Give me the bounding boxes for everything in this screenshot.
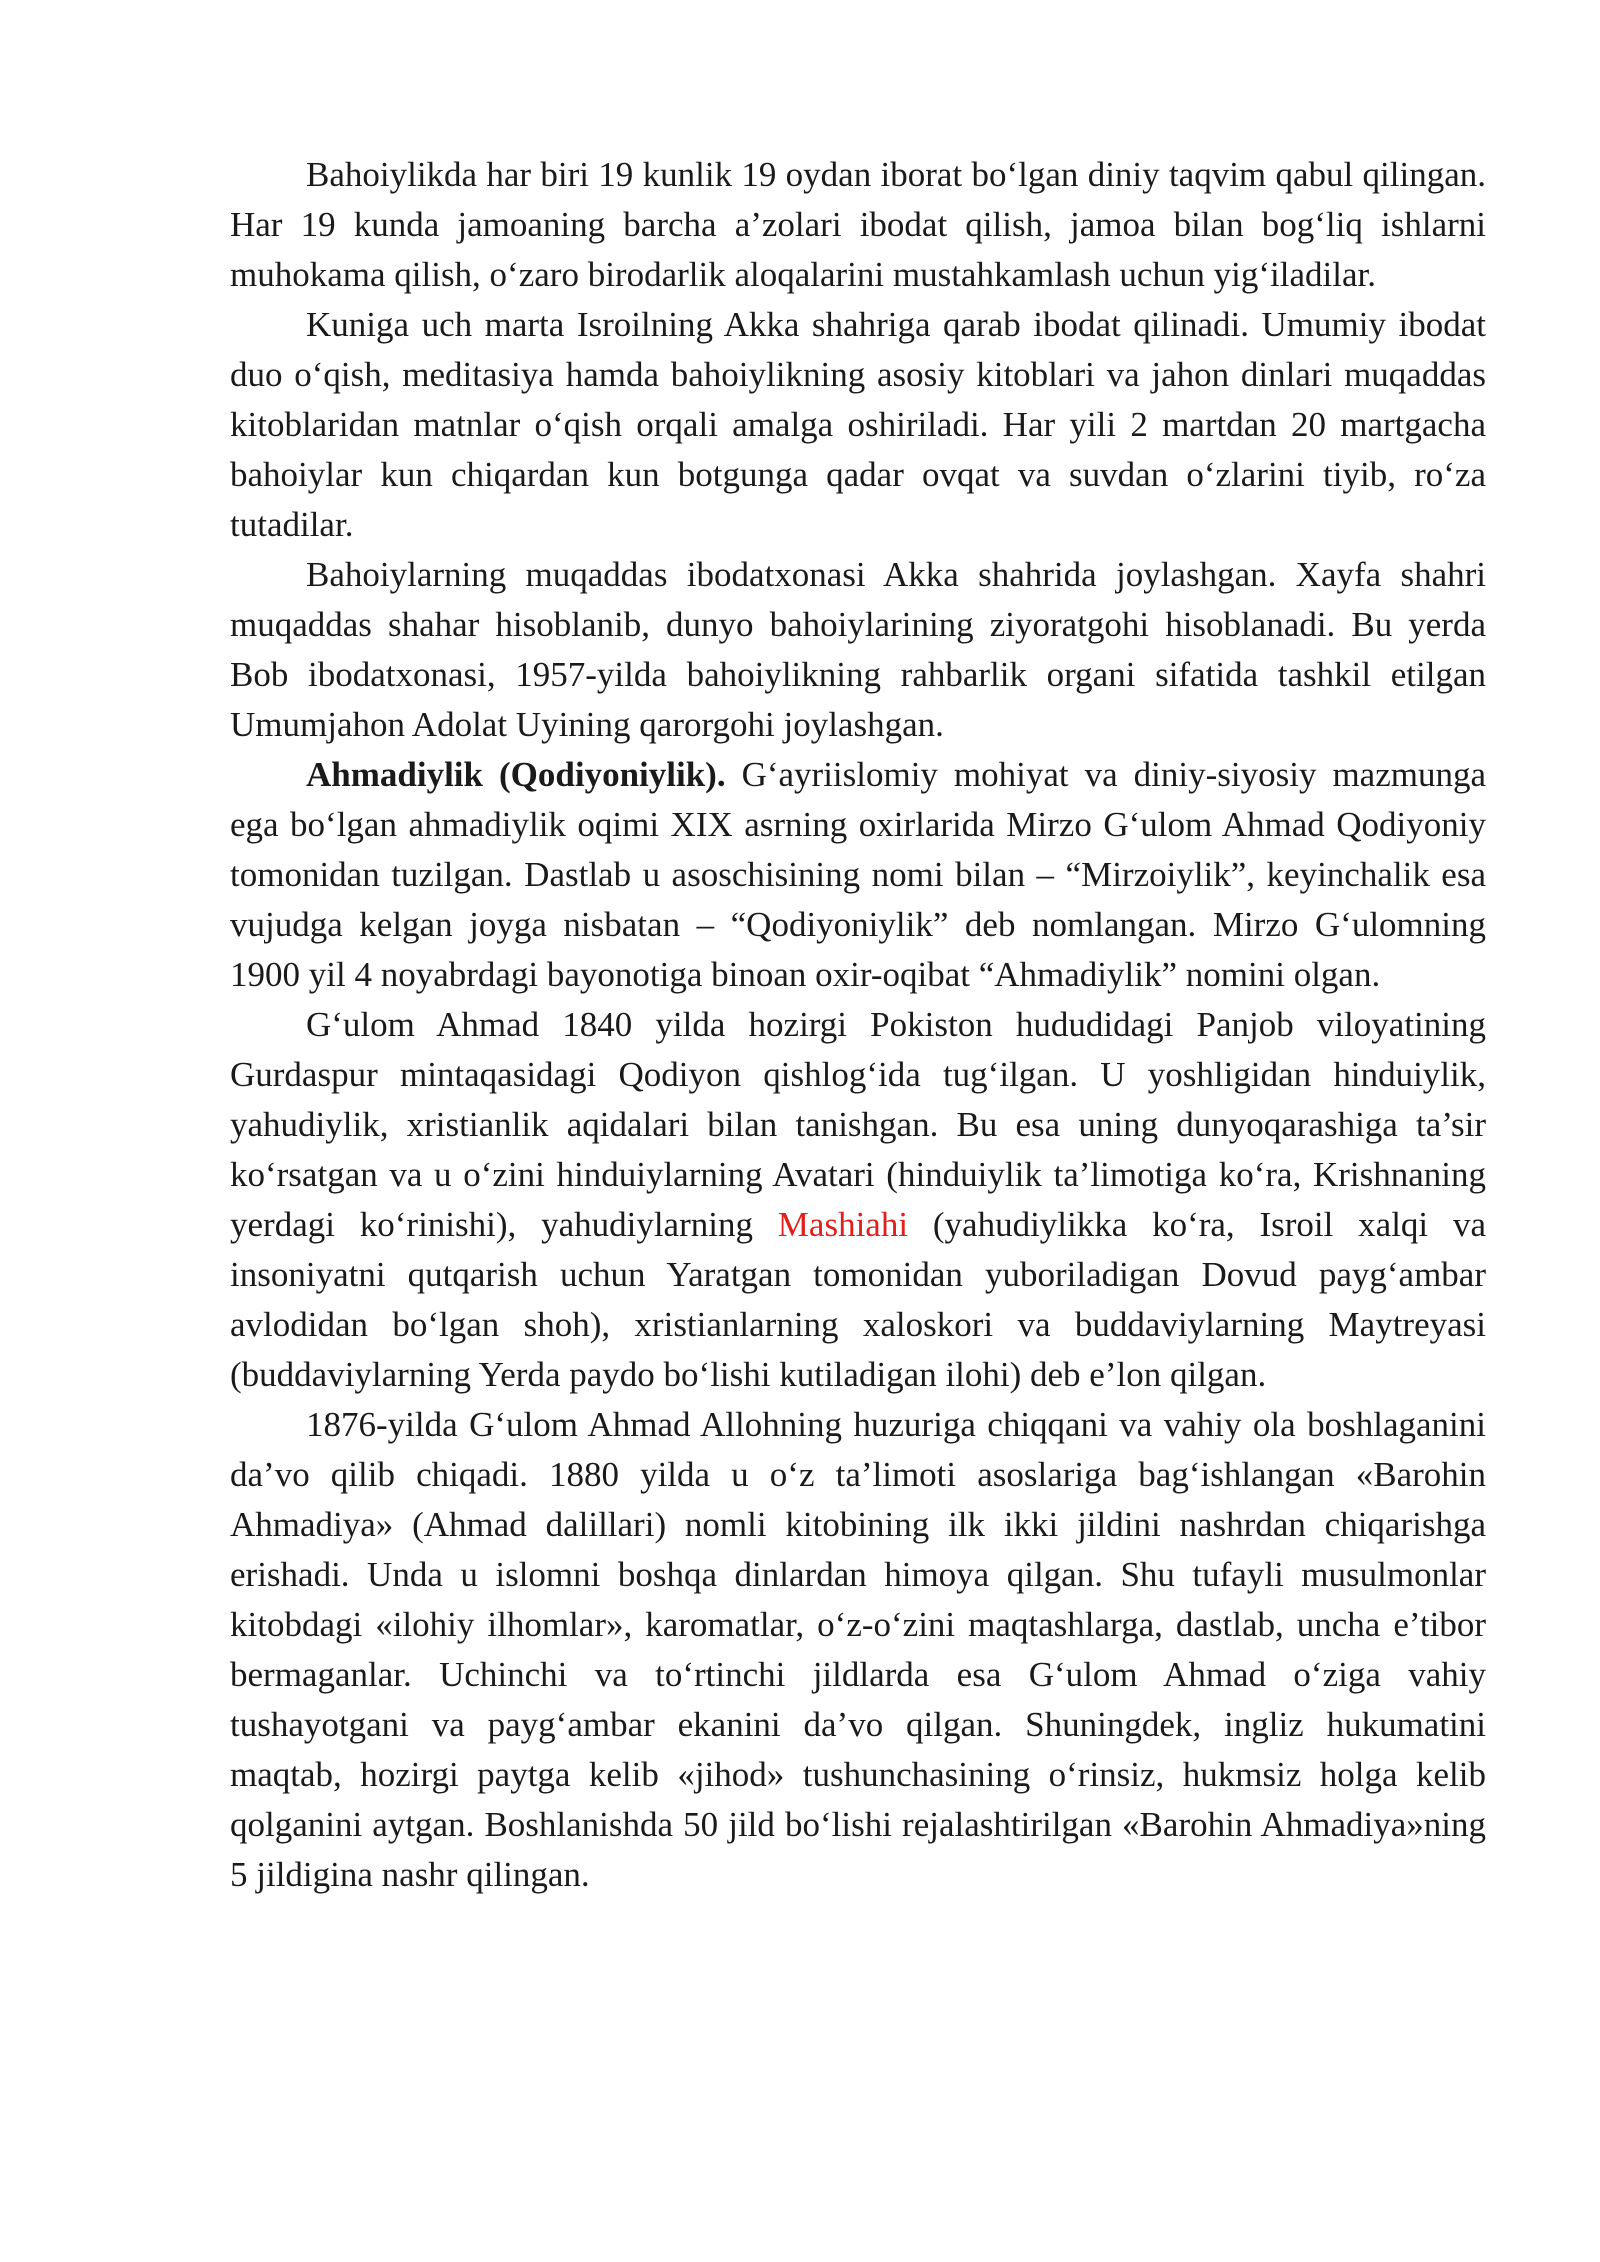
paragraph-bahai-temple	[230, 550, 1486, 750]
paragraph-bahai-worship	[230, 300, 1486, 550]
paragraph-text-after: (yahudiylikka ko‘ra, Isroil xalqi va insoniyatni qutqarish uchun Yaratgan tomonidan yuboriladigan Dovud payg‘ambar avlodidan bo‘lgan shoh), xristianlarning xaloskori va buddaviylarning Maytreyasi (buddaviylarning Yerda paydo bo‘lishi kutiladigan ilohi) deb e’lon qilgan.	[230, 1205, 1487, 1394]
paragraph-text-before: G‘ulom Ahmad 1840 yilda hozirgi Pokiston hududidagi Panjob viloyatining Gurdaspur mintaqasidagi Qodiyon qishlog‘ida tug‘ilgan. U yoshligidan hinduiylik, yahudiylik, xristianlik aqidalari bilan tanishgan. Bu esa uning dunyoqarashiga ta’sir ko‘rsatgan va u o‘zini hinduiylarning Avatari (hinduiylik ta’limotiga ko‘ra, Krishnaning yerdagi ko‘rinishi), yahudiylarning	[230, 1005, 1486, 1244]
paragraph-text: Kuniga uch marta Isroilning Akka shahriga qarab ibodat qilinadi. Umumiy ibodat duo o‘qish, meditasiya hamda bahoiylikning asosiy kitoblari va jahon dinlari muqaddas kitoblaridan matnlar o‘qish orqali amalga oshiriladi. Har yili 2 martdan 20 martgacha bahoiylar kun chiqardan kun botgunga qadar ovqat va suvdan o‘zlarini tiyib, ro‘za tutadilar.	[230, 305, 1486, 544]
paragraph-text: Bahoiylarning muqaddas ibodatxonasi Akka shahrida joylashgan. Xayfa shahri muqaddas shahar hisoblanib, dunyo bahoiylarining ziyoratgohi hisoblanadi. Bu yerda Bob ibodatxonasi, 1957-yilda bahoiylikning rahbarlik organi sifatida tashkil etilgan Umumjahon Adolat Uyining qarorgohi joylashgan.	[230, 555, 1486, 744]
paragraph-text: 1876-yilda G‘ulom Ahmad Allohning huzuriga chiqqani va vahiy ola boshlaganini da’vo qilib chiqadi. 1880 yilda u o‘z ta’limoti asoslariga bag‘ishlangan «Barohin Ahmadiya» (Ahmad dalillari) nomli kitobining ilk ikki jildini nashrdan chiqarishga erishadi. Unda u islomni boshqa dinlardan himoya qilgan. Shu tufayli musulmonlar kitobdagi «ilohiy ilhomlar», karomatlar, o‘z-o‘zini maqtashlarga, dastlab, uncha e’tibor bermaganlar. Uchinchi va to‘rtinchi jildlarda esa G‘ulom Ahmad o‘ziga vahiy tushayotgani va payg‘ambar ekanini da’vo qilgan. Shuningdek, ingliz hukumatini maqtab, hozirgi paytga kelib «jihod» tushunchasining o‘rinsiz, hukmsiz holga kelib qolganini aytgan. Boshlanishda 50 jild bo‘lishi rejalashtirilgan «Barohin Ahmadiya»ning 5 jildigina nashr qilingan.	[230, 1405, 1486, 1894]
paragraph-text: Bahoiylikda har biri 19 kunlik 19 oydan iborat bo‘lgan diniy taqvim qabul qilingan. Har 19 kunda jamoaning barcha a’zolari ibodat qilish, jamoa bilan bog‘liq ishlarni muhokama qilish, o‘zaro birodarlik aloqalarini mustahkamlash uchun yig‘iladilar.	[230, 155, 1486, 294]
paragraph-barahin-ahmadiyya	[230, 1400, 1486, 1900]
section-heading: Ahmadiylik (Qodiyoniylik).	[306, 755, 726, 794]
paragraph-text: G‘ayriislomiy mohiyat va diniy-siyosiy mazmunga ega bo‘lgan ahmadiylik oqimi XIX asrning oxirlarida Mirzo G‘ulom Ahmad Qodiyoniy tomonidan tuzilgan. Dastlab u asoschisining nomi bilan – “Mirzoiylik”, keyinchalik esa vujudga kelgan joyga nisbatan – “Qodiyoniylik” deb nomlangan. Mirzo G‘ulomning 1900 yil 4 noyabrdagi bayonotiga binoan oxir-oqibat “Ahmadiylik” nomini olgan.	[230, 755, 1487, 994]
highlighted-term: Mashiahi	[777, 1205, 909, 1244]
paragraph-ghulam-ahmad-biography	[230, 1000, 1486, 1400]
paragraph-bahai-calendar	[230, 150, 1486, 300]
document-body	[230, 150, 1486, 1900]
paragraph-ahmadiyya-intro	[230, 750, 1486, 1000]
